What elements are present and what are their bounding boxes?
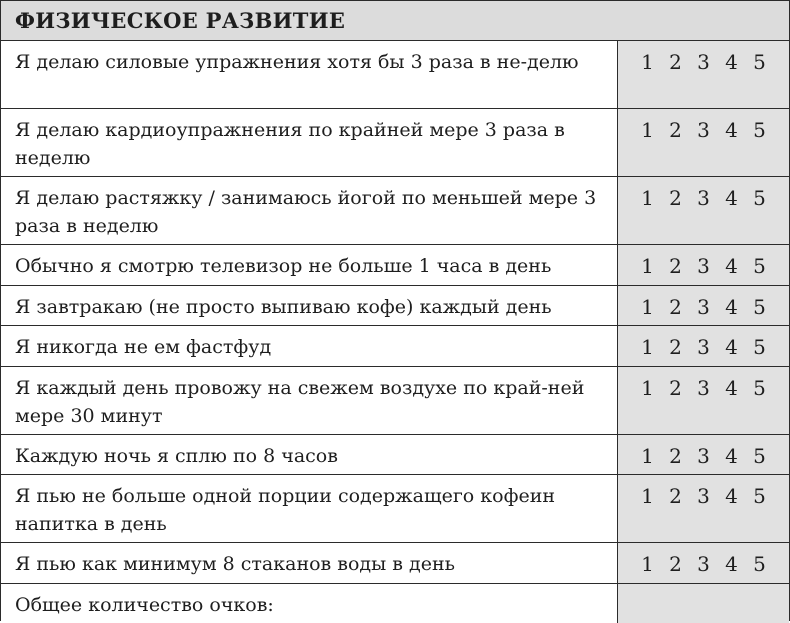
rating-3[interactable]: 3: [697, 186, 710, 210]
rating-5[interactable]: 5: [753, 375, 766, 400]
rating-2[interactable]: 2: [669, 484, 682, 508]
rating-scale: [618, 367, 789, 434]
rating-4[interactable]: 4: [725, 254, 738, 278]
rating-scale: [618, 475, 789, 542]
rating-4[interactable]: 4: [725, 443, 738, 468]
rating-4[interactable]: 4: [725, 375, 738, 400]
rating-1[interactable]: 1: [641, 443, 654, 468]
statement: Я каждый день провожу на свежем воздухе по край-ней мере 30 минут: [1, 367, 618, 434]
statement: Я пью как минимум 8 стаканов воды в день: [1, 543, 618, 583]
table-row: [1, 435, 789, 476]
table-row: [1, 286, 789, 327]
table-row: [1, 326, 789, 367]
rating-5[interactable]: 5: [753, 254, 766, 278]
rating-4[interactable]: 4: [725, 294, 738, 319]
rating-scale: [618, 435, 789, 475]
rating-3[interactable]: 3: [697, 254, 710, 278]
statement: Обычно я смотрю телевизор не больше 1 часа в день: [1, 245, 618, 285]
rating-1[interactable]: 1: [641, 118, 654, 142]
rating-2[interactable]: 2: [669, 375, 682, 400]
rating-2[interactable]: 2: [669, 552, 682, 576]
rating-scale: [618, 326, 789, 366]
table-row: [1, 245, 789, 286]
table-title: ФИЗИЧЕСКОЕ РАЗВИТИЕ: [1, 1, 789, 41]
rating-5[interactable]: 5: [753, 186, 766, 210]
statement: Я делаю растяжку / занимаюсь йогой по меньшей мере 3 раза в неделю: [1, 177, 618, 244]
statement: Каждую ночь я сплю по 8 часов: [1, 435, 618, 475]
rating-2[interactable]: 2: [669, 50, 682, 74]
rating-2[interactable]: 2: [669, 335, 682, 359]
rating-3[interactable]: 3: [697, 50, 710, 74]
rating-1[interactable]: 1: [641, 552, 654, 576]
statement: Я пью не больше одной порции содержащего кофеин напитка в день: [1, 475, 618, 542]
rating-3[interactable]: 3: [697, 375, 710, 400]
statement: Я делаю силовые упражнения хотя бы 3 раза в не-делю: [1, 41, 618, 108]
rating-2[interactable]: 2: [669, 443, 682, 468]
rating-5[interactable]: 5: [753, 118, 766, 142]
statement: Я делаю кардиоупражнения по крайней мере 3 раза в неделю: [1, 109, 618, 176]
rating-1[interactable]: 1: [641, 50, 654, 74]
rating-4[interactable]: 4: [725, 484, 738, 508]
rating-3[interactable]: 3: [697, 118, 710, 142]
rating-4[interactable]: 4: [725, 335, 738, 359]
rating-scale: [618, 177, 789, 244]
rating-4[interactable]: 4: [725, 50, 738, 74]
rating-5[interactable]: 5: [753, 484, 766, 508]
total-label: Общее количество очков:: [1, 584, 618, 623]
rating-5[interactable]: 5: [753, 50, 766, 74]
rating-4[interactable]: 4: [725, 118, 738, 142]
total-row: [1, 584, 789, 623]
table-row: [1, 543, 789, 584]
rating-1[interactable]: 1: [641, 254, 654, 278]
table-row: [1, 367, 789, 435]
rating-5[interactable]: 5: [753, 443, 766, 468]
table-row: [1, 177, 789, 245]
rating-1[interactable]: 1: [641, 186, 654, 210]
rating-2[interactable]: 2: [669, 186, 682, 210]
rating-3[interactable]: 3: [697, 335, 710, 359]
rating-scale: [618, 245, 789, 285]
rating-1[interactable]: 1: [641, 294, 654, 319]
rating-5[interactable]: 5: [753, 335, 766, 359]
rating-3[interactable]: 3: [697, 294, 710, 319]
rating-1[interactable]: 1: [641, 375, 654, 400]
rating-5[interactable]: 5: [753, 294, 766, 319]
rating-3[interactable]: 3: [697, 484, 710, 508]
rating-3[interactable]: 3: [697, 443, 710, 468]
table-row: [1, 475, 789, 543]
rating-2[interactable]: 2: [669, 118, 682, 142]
rating-scale: [618, 41, 789, 108]
rating-4[interactable]: 4: [725, 552, 738, 576]
statement: Я никогда не ем фастфуд: [1, 326, 618, 366]
rating-2[interactable]: 2: [669, 294, 682, 319]
table-row: [1, 41, 789, 109]
rating-1[interactable]: 1: [641, 484, 654, 508]
total-score-field[interactable]: [618, 584, 789, 623]
rating-3[interactable]: 3: [697, 552, 710, 576]
rating-scale: [618, 109, 789, 176]
rating-4[interactable]: 4: [725, 186, 738, 210]
table-row: [1, 109, 789, 177]
statement: Я завтракаю (не просто выпиваю кофе) каждый день: [1, 286, 618, 326]
rating-scale: [618, 286, 789, 326]
rating-2[interactable]: 2: [669, 254, 682, 278]
rating-5[interactable]: 5: [753, 552, 766, 576]
rating-1[interactable]: 1: [641, 335, 654, 359]
rating-scale: [618, 543, 789, 583]
